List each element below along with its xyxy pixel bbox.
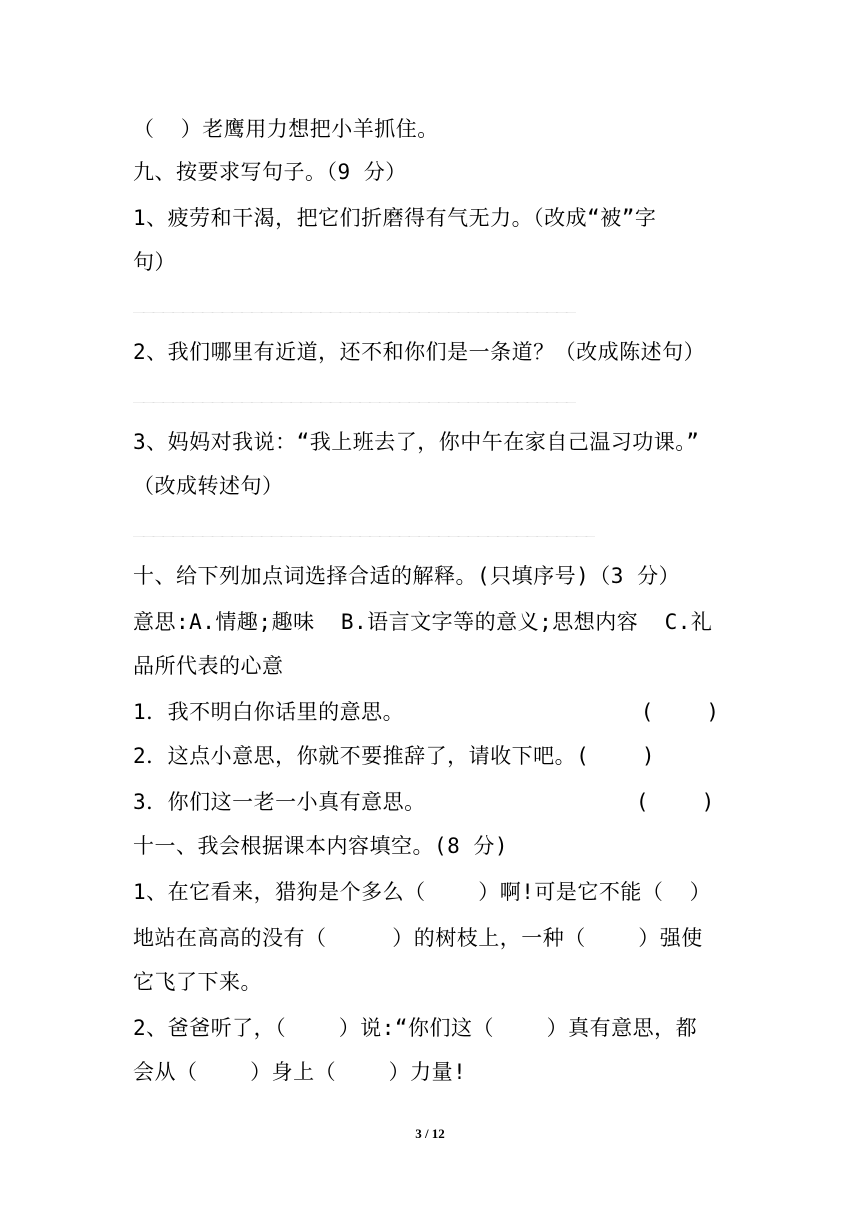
section-10-item-2: 2．这点小意思，你就不要推辞了，请收下吧。( ) — [133, 744, 655, 768]
section-10-options-cont: 品所代表的心意 — [133, 654, 284, 678]
answer-line: _____________________________________________ — [133, 293, 576, 313]
section-11-item-1-cont2: 它飞了下来。 — [133, 970, 262, 994]
section-9-item-1: 1、疲劳和干渴，把它们折磨得有气无力。（改成“被”字 — [133, 206, 657, 230]
section-9-item-3-cont: （改成转述句） — [133, 474, 284, 498]
section-11-item-2-cont: 会从（ ）身上（ ）力量! — [133, 1060, 467, 1084]
answer-line: _______________________________________________ — [133, 517, 596, 537]
answer-line: _____________________________________________ — [133, 383, 576, 403]
section-10-heading: 十、给下列加点词选择合适的解释。(只填序号)（3 分） — [133, 564, 681, 588]
section-10-item-3: 3．你们这一老一小真有意思。 ( ) — [133, 790, 715, 814]
section-10-options: 意思:A.情趣;趣味 B.语言文字等的意义;思想内容 C.礼 — [133, 610, 713, 634]
section-9-item-1-cont: 句） — [133, 250, 176, 274]
section-10-item-1: 1．我不明白你话里的意思。 ( ) — [133, 700, 720, 724]
section-9-heading: 九、按要求写句子。（9 分） — [133, 160, 407, 184]
section-11-heading: 十一、我会根据课本内容填空。(8 分) — [133, 834, 509, 858]
section-11-item-1: 1、在它看来，猎狗是个多么（ ）啊!可是它不能（ ） — [133, 880, 712, 904]
section-11-item-2: 2、爸爸听了，（ ）说:“你们这（ ）真有意思，都 — [133, 1016, 698, 1040]
page-number: 3 / 12 — [415, 1126, 445, 1141]
question-8-item: （ ）老鹰用力想把小羊抓住。 — [133, 117, 439, 141]
section-11-item-1-cont: 地站在高高的没有（ ）的树枝上，一种（ ）强使 — [133, 926, 703, 950]
section-9-item-2: 2、我们哪里有近道，还不和你们是一条道？（改成陈述句） — [133, 340, 706, 364]
section-9-item-3: 3、妈妈对我说：“我上班去了，你中午在家自己温习功课。” — [133, 430, 700, 454]
